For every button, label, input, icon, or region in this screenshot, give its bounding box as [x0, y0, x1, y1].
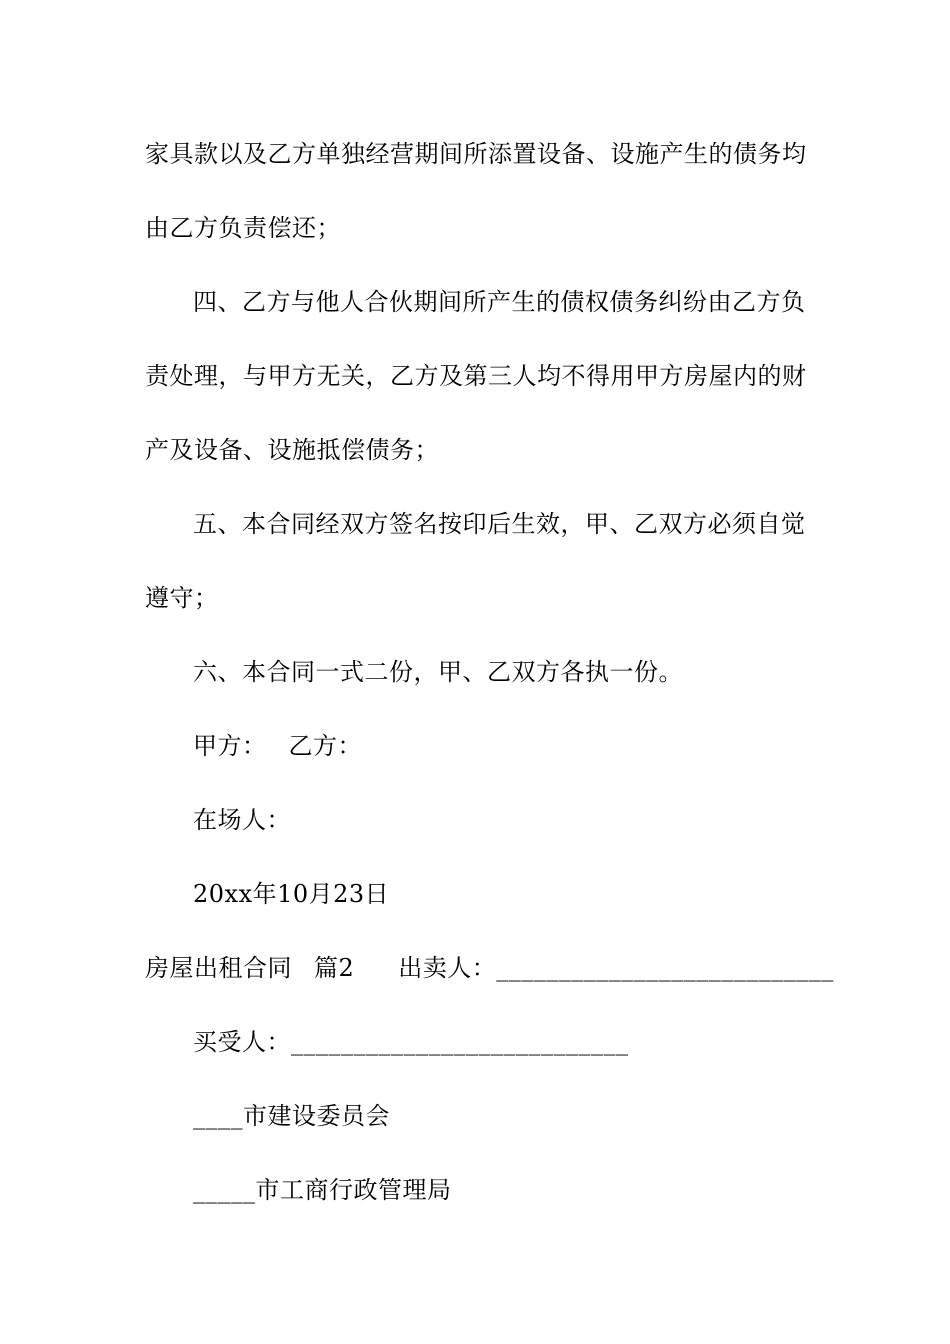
buyer-label: 买受人：___________________________ — [193, 1028, 629, 1056]
contract-title: 房屋出租合同 — [145, 954, 292, 982]
bureau-line: _____市工商行政管理局 — [193, 1176, 452, 1204]
body-line-2: 由乙方负责偿还； — [145, 214, 341, 242]
contract-date: 20xx年10月23日 — [193, 880, 390, 908]
body-line-1: 家具款以及乙方单独经营期间所添置设备、设施产生的债务均 — [145, 140, 807, 168]
witness-label: 在场人： — [193, 806, 291, 834]
clause-four-line-1: 四、乙方与他人合伙期间所产生的债权债务纠纷由乙方负 — [193, 288, 806, 316]
clause-four-line-3: 产及设备、设施抵偿债务； — [145, 436, 439, 464]
clause-four-line-2: 责处理，与甲方无关，乙方及第三人均不得用甲方房屋内的财 — [145, 362, 807, 390]
clause-five-line-1: 五、本合同经双方签名按印后生效，甲、乙双方必须自觉 — [193, 510, 806, 538]
clause-six-line: 六、本合同一式二份，甲、乙双方各执一份。 — [193, 658, 683, 686]
contract-heading-line — [145, 952, 834, 984]
party-a-label: 甲方： — [193, 732, 267, 760]
contract-part: 篇2 — [314, 954, 355, 982]
party-b-label: 乙方： — [288, 732, 362, 760]
signature-parties-line — [193, 730, 362, 762]
committee-line: ____市建设委员会 — [193, 1102, 390, 1130]
clause-five-line-2: 遵守； — [145, 584, 219, 612]
seller-label: 出卖人：___________________________ — [398, 954, 834, 982]
